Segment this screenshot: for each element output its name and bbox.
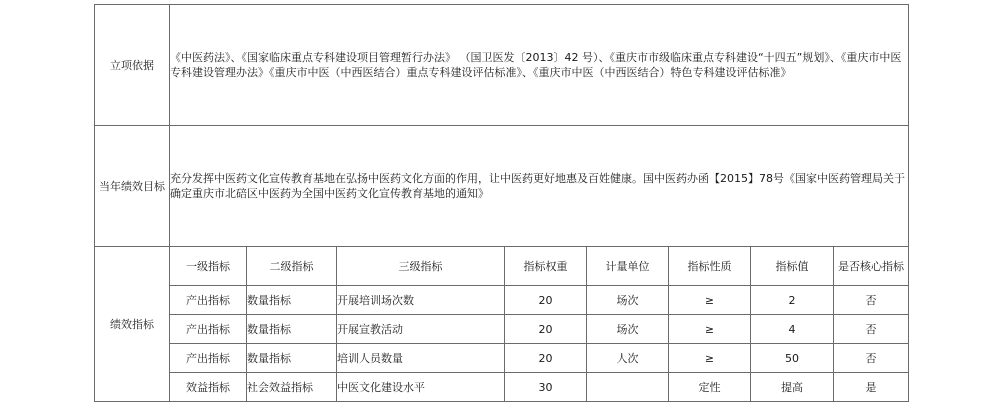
cell-level3: 培训人员数量 — [337, 344, 505, 373]
cell-value: 2 — [751, 286, 834, 315]
table-row — [95, 315, 909, 344]
header-core: 是否核心指标 — [834, 247, 909, 286]
header-nature: 指标性质 — [669, 247, 751, 286]
basis-text-cell — [170, 5, 909, 126]
cell-level2: 数量指标 — [247, 286, 337, 315]
cell-level3: 中医文化建设水平 — [337, 373, 505, 402]
indicator-header-row — [95, 247, 909, 286]
cell-nature: ≥ — [669, 344, 751, 373]
cell-value: 提高 — [751, 373, 834, 402]
cell-core: 否 — [834, 344, 909, 373]
basis-text: 《中医药法》、《国家临床重点专科建设项目管理暂行办法》 （国卫医发〔2013〕42 号）、《重庆市市级临床重点专科建设“十四五”规划》、《重庆市中医专科建设管理办法》《重庆市中医（中西医结合）重点专科建设评估标准》、《重庆市中医（中西医结合）特色专科建设评估标准》 — [170, 51, 902, 79]
cell-level1: 产出指标 — [170, 286, 247, 315]
header-level2: 二级指标 — [247, 247, 337, 286]
cell-unit: 场次 — [587, 286, 669, 315]
header-weight: 指标权重 — [505, 247, 587, 286]
cell-core: 否 — [834, 315, 909, 344]
cell-value: 50 — [751, 344, 834, 373]
header-value: 指标值 — [751, 247, 834, 286]
header-level1: 一级指标 — [170, 247, 247, 286]
cell-level1: 产出指标 — [170, 344, 247, 373]
cell-weight: 20 — [505, 286, 587, 315]
cell-core: 是 — [834, 373, 909, 402]
basis-row — [95, 5, 909, 126]
table-row — [95, 344, 909, 373]
cell-level2: 数量指标 — [247, 344, 337, 373]
cell-core: 否 — [834, 286, 909, 315]
cell-nature: ≥ — [669, 286, 751, 315]
goal-label: 当年绩效目标 — [95, 126, 170, 247]
cell-weight: 30 — [505, 373, 587, 402]
cell-unit: 场次 — [587, 315, 669, 344]
cell-nature: ≥ — [669, 315, 751, 344]
goal-text: 充分发挥中医药文化宣传教育基地在弘扬中医药文化方面的作用，让中医药更好地惠及百姓健康。国中医药办函【2015】78号《国家中医药管理局关于确定重庆市北碚区中医药为全国中医药文化宣传教育基地的通知》 — [170, 172, 905, 200]
table-row — [95, 286, 909, 315]
cell-level1: 产出指标 — [170, 315, 247, 344]
goal-row — [95, 126, 909, 247]
performance-form — [94, 4, 908, 401]
goal-text-cell — [170, 126, 909, 247]
cell-level2: 数量指标 — [247, 315, 337, 344]
basis-label: 立项依据 — [95, 5, 170, 126]
cell-nature: 定性 — [669, 373, 751, 402]
cell-level3: 开展培训场次数 — [337, 286, 505, 315]
indicators-label: 绩效指标 — [95, 247, 170, 402]
cell-value: 4 — [751, 315, 834, 344]
cell-weight: 20 — [505, 315, 587, 344]
cell-unit: 人次 — [587, 344, 669, 373]
cell-unit — [587, 373, 669, 402]
table-row — [95, 373, 909, 402]
header-unit: 计量单位 — [587, 247, 669, 286]
header-level3: 三级指标 — [337, 247, 505, 286]
cell-weight: 20 — [505, 344, 587, 373]
cell-level2: 社会效益指标 — [247, 373, 337, 402]
performance-table — [94, 4, 909, 402]
cell-level1: 效益指标 — [170, 373, 247, 402]
cell-level3: 开展宣教活动 — [337, 315, 505, 344]
